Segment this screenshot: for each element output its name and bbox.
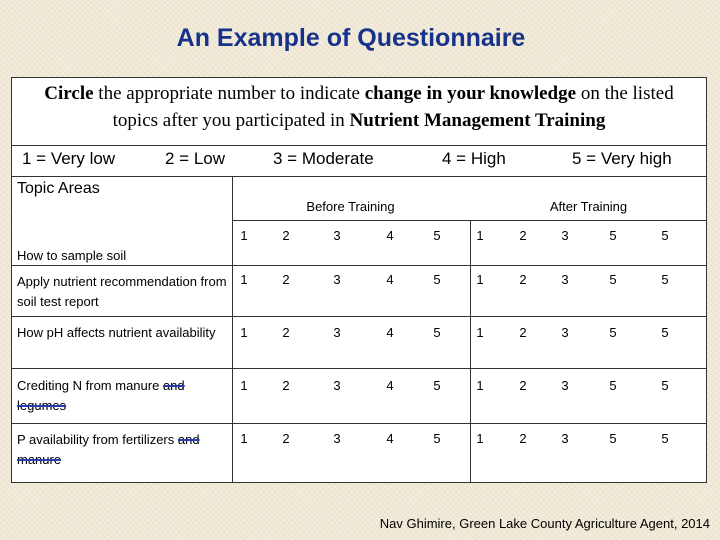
after-rating-option[interactable]: 1 [476, 431, 484, 446]
topic-label-text: Crediting N from manure [17, 378, 163, 393]
topic-label-text: How pH affects nutrient availability [17, 325, 216, 340]
before-rating-option[interactable]: 2 [282, 325, 290, 340]
scale-label-4: 4 = High [442, 149, 506, 168]
before-rating-option[interactable]: 5 [433, 228, 441, 243]
topic-label-struck-text: and manure [17, 432, 200, 467]
after-rating-option[interactable]: 5 [661, 431, 669, 446]
after-training-label: After Training [549, 199, 628, 214]
after-rating-option[interactable]: 2 [519, 325, 527, 340]
before-rating-option[interactable]: 3 [333, 325, 341, 340]
after-rating-option[interactable]: 2 [519, 272, 527, 287]
divider [11, 316, 707, 317]
topic-label [17, 430, 232, 470]
before-rating-option[interactable]: 1 [240, 378, 248, 393]
before-rating-option[interactable]: 1 [240, 325, 248, 340]
before-rating-option[interactable]: 1 [240, 272, 248, 287]
before-rating-option[interactable]: 1 [240, 431, 248, 446]
after-rating-option[interactable]: 2 [519, 378, 527, 393]
before-rating-option[interactable]: 4 [386, 272, 394, 287]
topic-label [17, 272, 232, 312]
divider [11, 176, 707, 177]
divider [11, 368, 707, 369]
after-rating-option[interactable]: 5 [609, 431, 617, 446]
topic-label-text: P availability from fertilizers [17, 432, 178, 447]
after-rating-option[interactable]: 5 [609, 272, 617, 287]
before-rating-option[interactable]: 3 [333, 378, 341, 393]
after-rating-option[interactable]: 1 [476, 228, 484, 243]
after-rating-option[interactable]: 2 [519, 228, 527, 243]
before-rating-option[interactable]: 5 [433, 325, 441, 340]
before-rating-option[interactable]: 2 [282, 378, 290, 393]
after-rating-option[interactable]: 3 [561, 272, 569, 287]
after-rating-option[interactable]: 3 [561, 378, 569, 393]
after-rating-option[interactable]: 5 [661, 325, 669, 340]
before-rating-option[interactable]: 4 [386, 325, 394, 340]
after-rating-option[interactable]: 5 [609, 378, 617, 393]
after-rating-option[interactable]: 5 [661, 378, 669, 393]
after-rating-option[interactable]: 1 [476, 272, 484, 287]
after-rating-option[interactable]: 3 [561, 325, 569, 340]
instructions-text: on the listed [576, 83, 674, 104]
scale-label-5: 5 = Very high [572, 149, 672, 168]
instructions [11, 80, 707, 134]
instructions-text: change in your knowledge [364, 83, 577, 104]
before-rating-option[interactable]: 2 [282, 272, 290, 287]
before-rating-option[interactable]: 5 [433, 378, 441, 393]
before-rating-option[interactable]: 3 [333, 228, 341, 243]
after-rating-option[interactable]: 1 [476, 378, 484, 393]
scale-label-2: 2 = Low [165, 149, 226, 168]
before-rating-option[interactable]: 3 [333, 272, 341, 287]
before-rating-option[interactable]: 4 [386, 431, 394, 446]
divider [11, 145, 707, 146]
before-rating-option[interactable]: 4 [386, 228, 394, 243]
instructions-text: topics after you participated in [112, 110, 350, 131]
page-title: An Example of Questionnaire [176, 24, 526, 52]
topic-areas-label: Topic Areas [17, 180, 100, 197]
divider [11, 423, 707, 424]
instructions-line-2 [11, 107, 707, 134]
before-rating-option[interactable]: 3 [333, 431, 341, 446]
instructions-text: Circle [44, 83, 94, 104]
topic-label [17, 376, 232, 416]
scale-label-1: 1 = Very low [22, 149, 116, 168]
scale-label-3: 3 = Moderate [273, 149, 374, 168]
topic-label [17, 323, 232, 343]
topic-label [17, 246, 232, 266]
after-rating-option[interactable]: 5 [661, 272, 669, 287]
instructions-line-1 [11, 80, 707, 107]
before-rating-option[interactable]: 1 [240, 228, 248, 243]
before-rating-option[interactable]: 2 [282, 431, 290, 446]
after-rating-option[interactable]: 3 [561, 431, 569, 446]
divider [232, 220, 707, 221]
after-rating-option[interactable]: 5 [661, 228, 669, 243]
topic-label-text: How to sample soil [17, 248, 127, 263]
after-rating-option[interactable]: 5 [609, 228, 617, 243]
before-training-label: Before Training [306, 199, 395, 214]
before-rating-option[interactable]: 2 [282, 228, 290, 243]
credit-line: Nav Ghimire, Green Lake County Agriculture Agent, 2014 [379, 516, 710, 531]
before-rating-option[interactable]: 4 [386, 378, 394, 393]
after-rating-option[interactable]: 2 [519, 431, 527, 446]
before-rating-option[interactable]: 5 [433, 431, 441, 446]
topic-label-text: Apply nutrient recommendation from soil test report [17, 274, 227, 309]
instructions-text: Nutrient Management Training [349, 110, 606, 131]
after-rating-option[interactable]: 1 [476, 325, 484, 340]
after-rating-option[interactable]: 5 [609, 325, 617, 340]
topic-label-struck-text: and legumes [17, 378, 185, 413]
before-rating-option[interactable]: 5 [433, 272, 441, 287]
after-rating-option[interactable]: 3 [561, 228, 569, 243]
instructions-text: the appropriate number to indicate [93, 83, 365, 104]
